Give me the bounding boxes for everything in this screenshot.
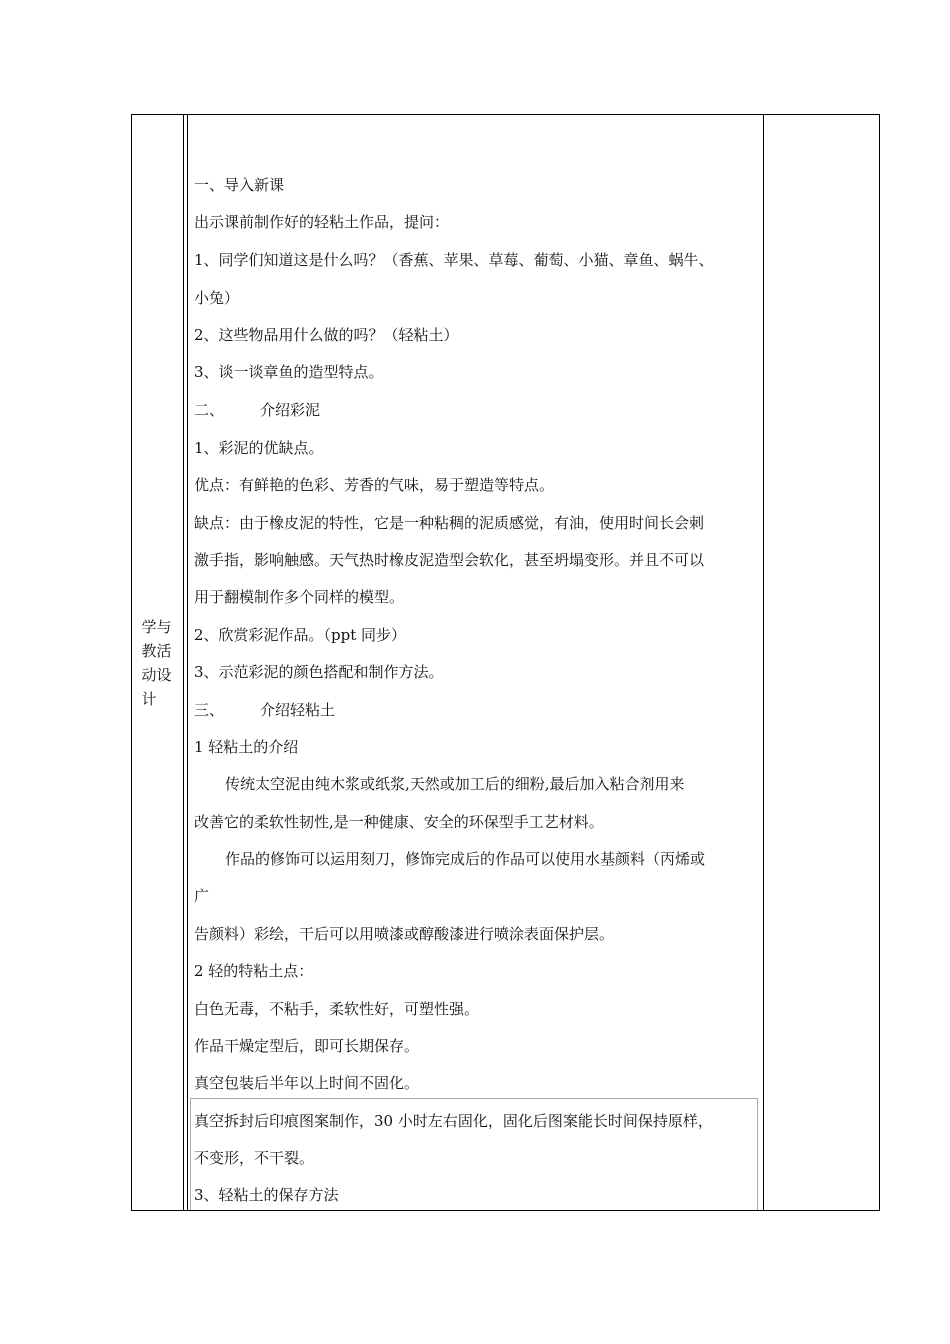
lesson-table [131, 114, 880, 1211]
row-label-cell [132, 115, 183, 1210]
column-divider [187, 115, 188, 1210]
paragraph: 传统太空泥由纯木浆或纸浆,天然或加工后的细粉,最后加入粘合剂用来 [225, 775, 685, 793]
column-divider [763, 115, 764, 1210]
paragraph: 真空包装后半年以上时间不固化。 [194, 1074, 420, 1092]
paragraph: 缺点：由于橡皮泥的特性，它是一种粘稠的泥质感觉，有油，使用时间长会刺 [194, 514, 705, 532]
paragraph: 3、轻粘土的保存方法 [194, 1186, 339, 1204]
paragraph: 激手指，影响触感。天气热时橡皮泥造型会软化，甚至坍塌变形。并且不可以 [194, 551, 705, 569]
section-title: 介绍彩泥 [260, 401, 321, 419]
paragraph: 2、欣赏彩泥作品。（ppt 同步） [194, 626, 407, 644]
paragraph: 2 轻的特粘土点： [194, 962, 314, 980]
paragraph: 白色无毒，不粘手，柔软性好，可塑性强。 [194, 1000, 480, 1018]
section-heading: 一、导入新课 [194, 176, 285, 194]
paragraph: 1、同学们知道这是什么吗？（香蕉、苹果、草莓、葡萄、小猫、章鱼、蜗牛、 [194, 251, 714, 269]
paragraph: 小兔） [194, 289, 240, 307]
paragraph: 3、谈一谈章鱼的造型特点。 [194, 363, 384, 381]
paragraph: 3、示范彩泥的颜色搭配和制作方法。 [194, 663, 444, 681]
paragraph: 用于翻模制作多个同样的模型。 [194, 588, 405, 606]
section-heading [194, 699, 762, 721]
paragraph: 告颜料）彩绘，干后可以用喷漆或醇酸漆进行喷涂表面保护层。 [194, 925, 615, 943]
paragraph: 优点：有鲜艳的色彩、芳香的气味，易于塑造等特点。 [194, 476, 555, 494]
section-heading [194, 399, 762, 421]
paragraph: 出示课前制作好的轻粘土作品，提问： [194, 213, 450, 231]
paragraph: 1 轻粘土的介绍 [194, 738, 299, 756]
paragraph: 2、这些物品用什么做的吗？（轻粘土） [194, 326, 459, 344]
paragraph: 不变形，不干裂。 [194, 1149, 315, 1167]
section-number: 三、 [194, 701, 225, 719]
paragraph: 真空拆封后印痕图案制作，30 小时左右固化，固化后图案能长时间保持原样， [194, 1112, 713, 1130]
column-divider [183, 115, 184, 1210]
row-label: 学与教活动设计 [141, 617, 172, 708]
paragraph: 作品干燥定型后，即可长期保存。 [194, 1037, 420, 1055]
section-title: 介绍轻粘土 [260, 701, 336, 719]
paragraph: 作品的修饰可以运用刻刀，修饰完成后的作品可以使用水基颜料（丙烯或 [225, 850, 706, 868]
paragraph: 广 [194, 887, 210, 905]
paragraph: 改善它的柔软性韧性,是一种健康、安全的环保型手工艺材料。 [194, 813, 604, 831]
paragraph: 1、彩泥的优缺点。 [194, 439, 324, 457]
section-number: 二、 [194, 401, 225, 419]
